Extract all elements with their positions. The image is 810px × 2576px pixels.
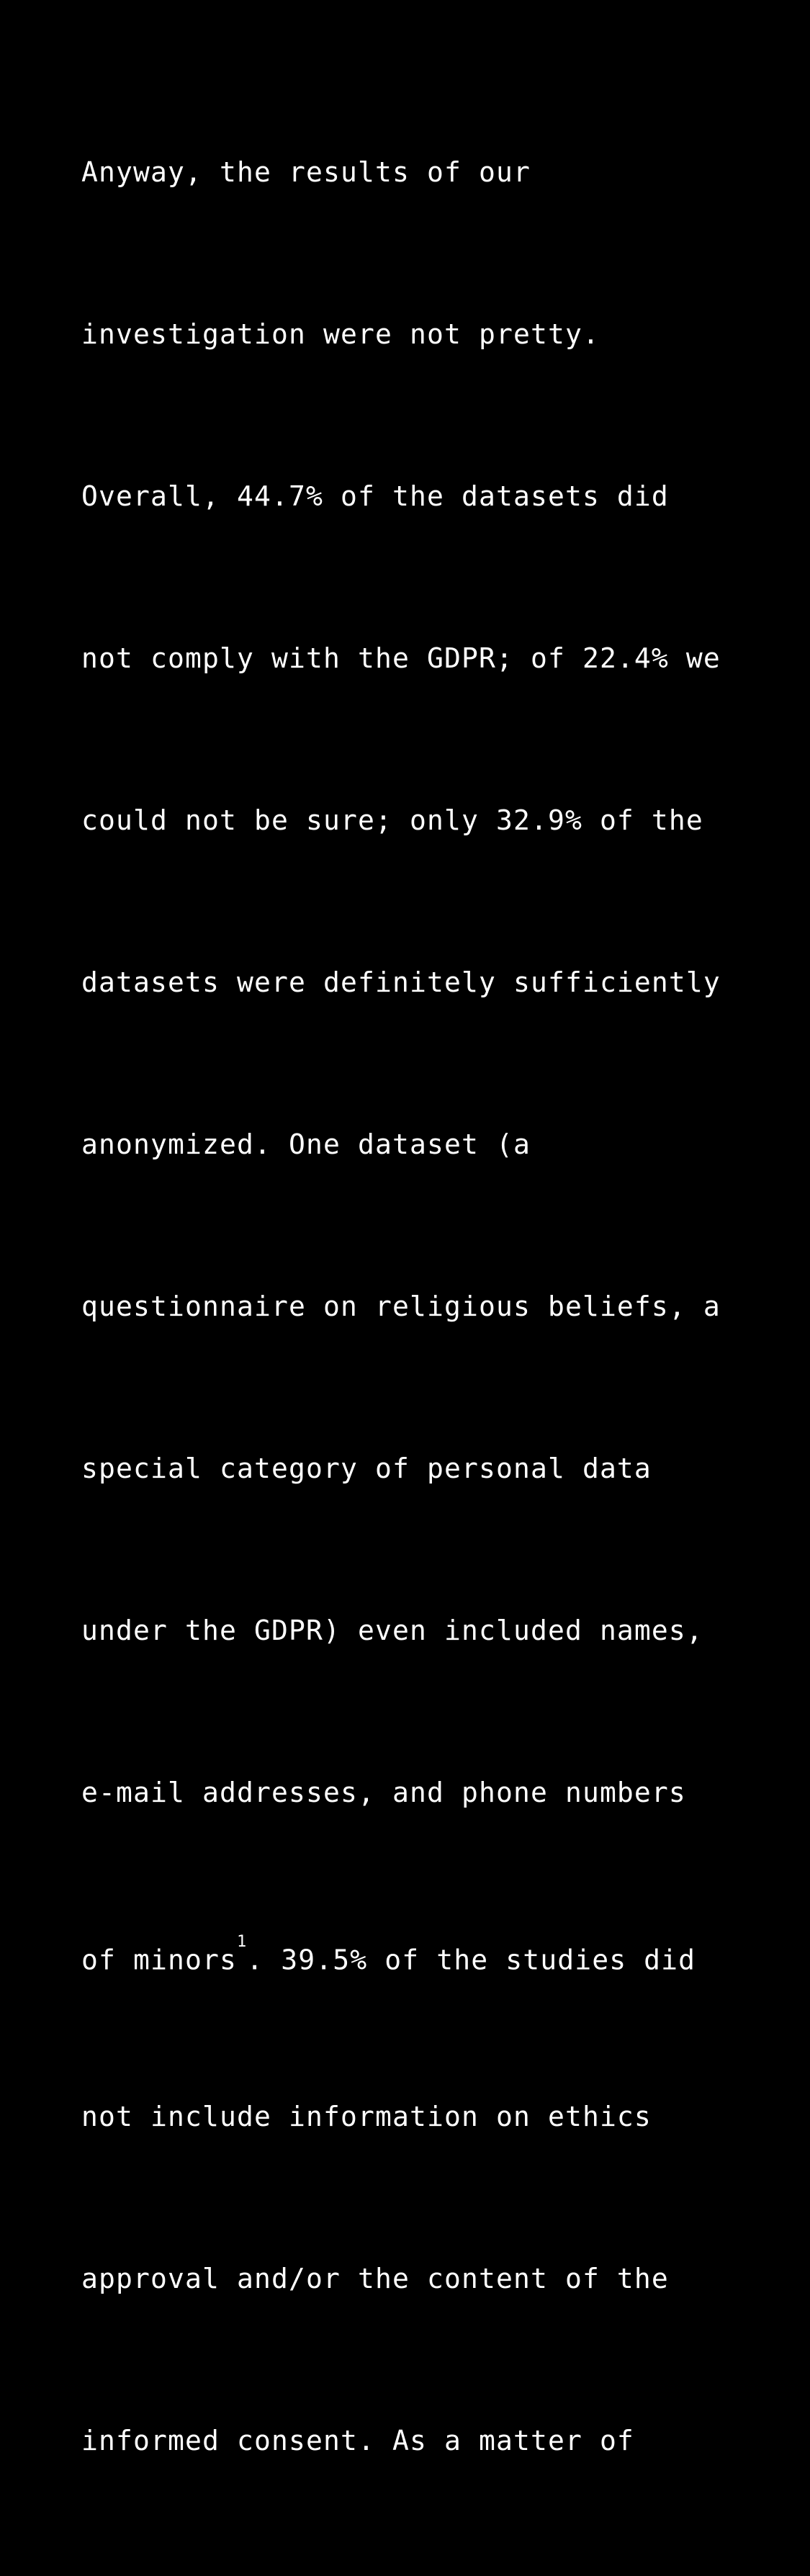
text-line: special category of personal data (81, 1453, 652, 1484)
footnote-marker[interactable]: 1 (236, 1933, 247, 1951)
text-segment: . 39.5% of the studies did (246, 1944, 696, 1976)
text-line: investigation were not pretty. (81, 318, 600, 350)
text-segment: of minors (81, 1944, 237, 1976)
text-line: could not be sure; only 32.9% of the (81, 804, 703, 836)
article-body (81, 37, 801, 2576)
text-line: not comply with the GDPR; of 22.4% we (81, 642, 721, 674)
text-line: Anyway, the results of our (81, 156, 531, 188)
text-line: anonymized. One dataset (a (81, 1128, 531, 1160)
text-line: under the GDPR) even included names, (81, 1615, 703, 1646)
text-line-with-footnote (81, 1928, 801, 1982)
text-line: Overall, 44.7% of the datasets did (81, 480, 669, 512)
text-line: questionnaire on religious beliefs, a (81, 1291, 721, 1322)
text-line: informed consent. As a matter of (81, 2425, 634, 2456)
text-line: e-mail addresses, and phone numbers (81, 1777, 686, 1808)
text-line: datasets were definitely sufficiently (81, 966, 721, 998)
text-line: approval and/or the content of the (81, 2263, 669, 2294)
text-line: not include information on ethics (81, 2101, 652, 2132)
